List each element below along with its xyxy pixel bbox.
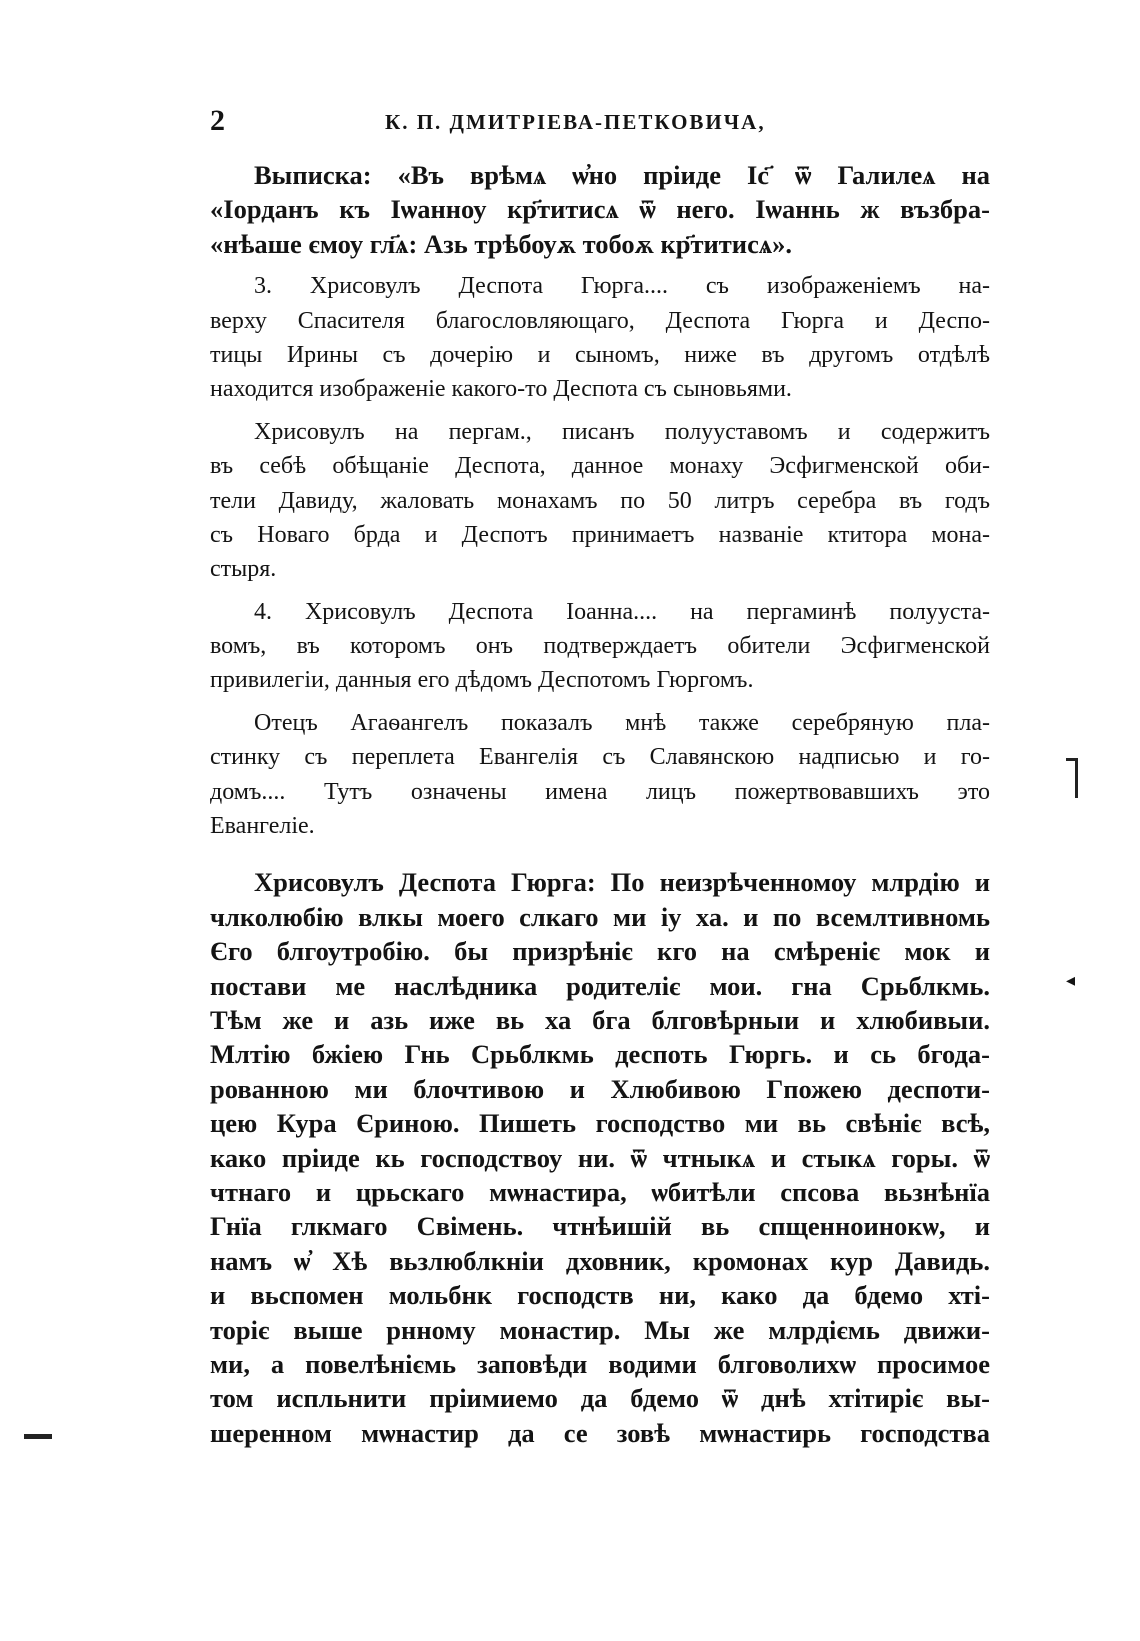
charter-line: шеренном мѡнастир да се зовѣ мѡнастирь господства (210, 1417, 990, 1448)
charter-line: како пріиде кь господствоу ни. ѿ чтныкѧ и стыкѧ горы. ѿ (210, 1142, 990, 1173)
paragraph-line: тели Давиду, жаловать монахамъ по 50 литръ серебра въ годъ (210, 487, 990, 514)
paragraph-3 (210, 269, 990, 407)
charter-line: том испльнити пріимиемо да бдемо ѿ днѣ хтітиріє вы- (210, 1383, 990, 1414)
paragraph-5 (210, 706, 990, 844)
paragraph-line: стыря. (210, 556, 277, 583)
charter-line: Гнїа глкмаго Свімень. чтнѣишій вь спщенноинокѡ, и (210, 1211, 990, 1242)
charter-line: рованною ми блочтивою и Хлюбивою Гпожею деспоти- (210, 1073, 990, 1104)
extract-line: «нѣаше ємоу гл҃ѧ: Азь трѣбоуѫ тобоѫ кр҃титисѧ». (210, 228, 792, 259)
margin-mark (1075, 758, 1078, 798)
charter-line: постави ме наслѣдника родителіє мои. гна Срьблкмь. (210, 970, 990, 1001)
charter-line: и вьспомен мольбнк господств ни, како да бдемо хті- (210, 1280, 990, 1311)
paragraph-4 (210, 595, 990, 698)
paragraph-line: съ Новаго брда и Деспотъ принимаетъ названіе ктитора мона- (210, 521, 990, 548)
charter-text (210, 865, 990, 1450)
paragraph-line: Хрисовулъ на пергам., писанъ полууставомъ и содержитъ (254, 418, 990, 445)
charter-line: члколюбію влкы моего слкаго ми іу ха. и по всемлтивномь (210, 901, 990, 932)
paragraph-line: находится изображеніе какого-то Деспота съ сыновьями. (210, 376, 792, 403)
running-head (210, 104, 990, 144)
paragraph-line: въ себѣ обѣщаніе Деспота, данное монаху Эсфигменской оби- (210, 453, 990, 480)
charter-line: Єго блгоутробію. бы призрѣніє кго на смѣреніє мок и (210, 936, 990, 967)
paragraph-line: тицы Ирины съ дочерію и сыномъ, ниже въ другомъ отдѣлѣ (210, 341, 990, 368)
charter-line: Тѣм же и азь иже вь ха бга блговѣрныи и хлюбивыи. (210, 1004, 990, 1035)
extract-line: «Іорданъ къ Іѡанноу кр҃титисѧ ѿ него. Іѡаннь ж възбра- (210, 194, 990, 225)
paragraph-line: верху Спасителя благословляющаго, Деспота Гюрга и Деспо- (210, 307, 990, 334)
paragraph-line: 3. Хрисовулъ Деспота Гюрга.... съ изображеніемъ на- (254, 273, 990, 300)
charter-line: Млтію бжіею Гнь Срьблкмь деспоть Гюргь. и сь бгода- (210, 1039, 990, 1070)
charter-line: намъ ѡ̓ Хѣ вьзлюблкніи дховник, кромонах кур Давидь. (210, 1245, 990, 1276)
paragraph-line: стинку съ переплета Евангелія съ Славянскою надписью и го- (210, 744, 990, 771)
running-title: К. П. ДМИТРІЕВА-ПЕТКОВИЧА, (385, 110, 766, 134)
margin-mark (24, 1434, 52, 1439)
paragraph-line: привилегіи, данныя его дѣдомъ Деспотомъ Гюргомъ. (210, 667, 754, 694)
paragraph-3-description (210, 415, 990, 587)
extract-line: Выписка: «Въ врѣмѧ ѡ̓но пріиде Іс҃ ѿ Галилеѧ на (254, 160, 990, 190)
charter-line: Хрисовулъ Деспота Гюрга: По неизрѣченномоу млрдію и (254, 867, 990, 898)
charter-line: ми, а повелѣніємь заповѣди водими блговолихѡ просимое (210, 1348, 990, 1379)
paragraph-line: Евангеліе. (210, 813, 315, 840)
charter-line: чтнаго и црьскаго мѡнастира, ѡбитѣли спсова вьзнѣнїа (210, 1176, 990, 1207)
paragraph-line: 4. Хрисовулъ Деспота Іоанна.... на пергаминѣ полууста- (254, 598, 990, 625)
charter-line: цею Кура Єриною. Пишеть господство ми вь свѣніє всѣ, (210, 1108, 990, 1139)
paragraph-line: домъ.... Тутъ означены имена лицъ пожертвовавшихъ это (210, 778, 990, 805)
gospel-extract (210, 158, 990, 261)
body-text (210, 158, 990, 1450)
paragraph-line: вомъ, въ которомъ онъ подтверждаетъ обители Эсфигменской (210, 633, 990, 660)
charter-line: торіє выше рнному монастир. Мы же млрдіємь движи- (210, 1314, 990, 1345)
margin-arrow-icon: ◂ (1066, 970, 1076, 990)
page-number: 2 (210, 104, 225, 137)
paragraph-line: Отецъ Агаѳангелъ показалъ мнѣ также серебряную пла- (254, 709, 990, 736)
